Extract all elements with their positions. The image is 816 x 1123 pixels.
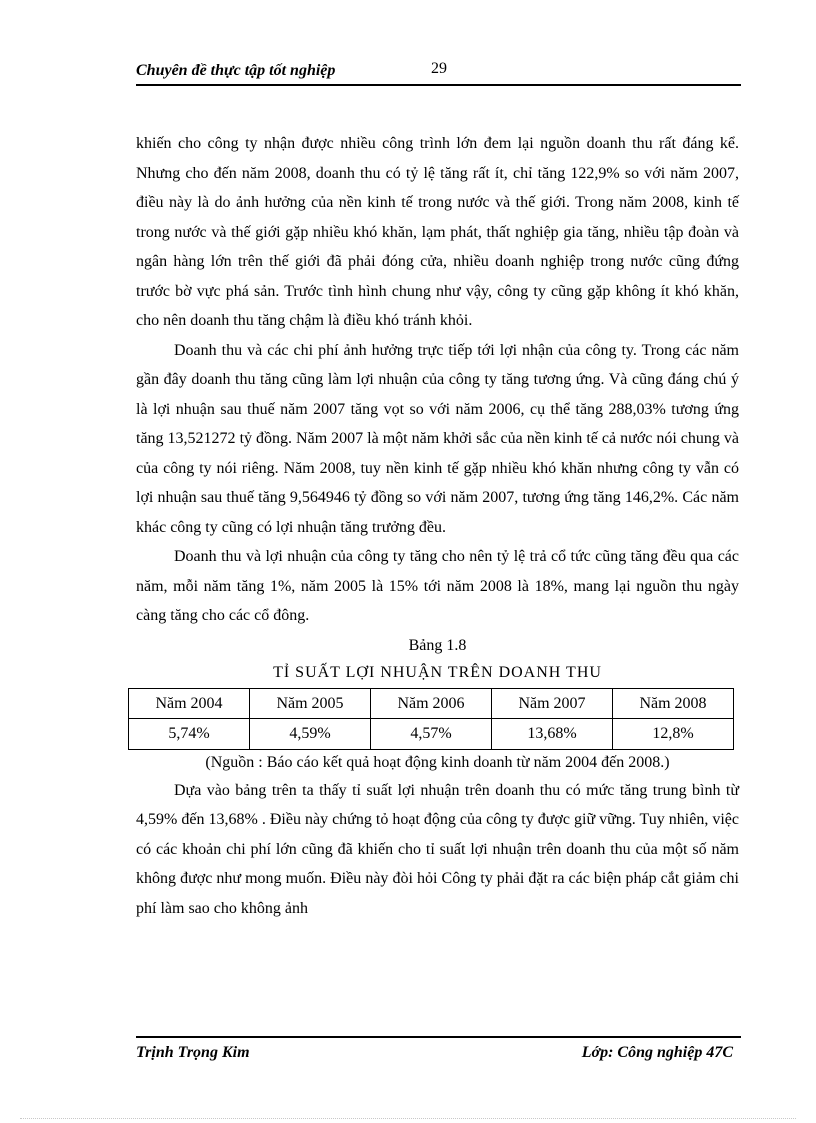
table-cell: 4,57% xyxy=(371,719,492,750)
table-cell: 5,74% xyxy=(129,719,250,750)
author-name: Trịnh Trọng Kim xyxy=(136,1044,250,1061)
table-header-cell: Năm 2007 xyxy=(492,688,613,719)
table-cell: 12,8% xyxy=(613,719,734,750)
body-paragraph-2: Doanh thu và các chi phí ảnh hưởng trực tiếp tới lợi nhận của công ty. Trong các năm gần đây doanh thu tăng cũng làm lợi nhuận của công ty tăng tương ứng. Và cũng đáng chú ý là lợi nhuận sau thuế năm 2007 tăng vọt so với năm 2006, cụ thể tăng 288,03% tương ứng tăng 13,521272 tỷ đồng. Năm 2007 là một năm khởi sắc của nền kinh tế cả nước nói chung và của công ty nói riêng. Năm 2008, tuy nền kinh tế gặp nhiều khó khăn nhưng công ty vẫn có lợi nhuận sau thuế tăng 9,564946 tỷ đồng so với năm 2007, tương ứng tăng 146,2%. Các năm khác công ty cũng có lợi nhuận tăng trưởng đều. xyxy=(136,341,739,536)
table-header-cell: Năm 2008 xyxy=(613,688,734,719)
table-header-cell: Năm 2005 xyxy=(250,688,371,719)
document-body xyxy=(136,129,739,923)
table-source: (Nguồn : Báo cáo kết quả hoạt động kinh doanh từ năm 2004 đến 2008.) xyxy=(205,753,670,771)
page-number: 29 xyxy=(431,60,447,77)
profit-ratio-table xyxy=(128,688,734,750)
body-paragraph-4: Dựa vào bảng trên ta thấy tỉ suất lợi nhuận trên doanh thu có mức tăng trung bình từ 4,59% đến 13,68% . Điều này chứng tỏ hoạt động của công ty được giữ vững. Tuy nhiên, việc có các khoản chi phí lớn cũng đã khiến cho tỉ suất lợi nhuận trên doanh thu của một số năm không được như mong muốn. Điều này đòi hỏi Công ty phải đặt ra các biện pháp cắt giảm chi phí làm sao cho không ảnh xyxy=(136,781,739,917)
page-edge-divider xyxy=(20,1118,796,1119)
table-header-cell: Năm 2004 xyxy=(129,688,250,719)
page-footer xyxy=(136,1036,741,1072)
table-cell: 4,59% xyxy=(250,719,371,750)
table-heading: TỈ SUẤT LỢI NHUẬN TRÊN DOANH THU xyxy=(273,663,602,681)
class-name: Lớp: Công nghiệp 47C xyxy=(581,1044,733,1061)
table-header-cell: Năm 2006 xyxy=(371,688,492,719)
table-row xyxy=(129,719,734,750)
table-header-row xyxy=(129,688,734,719)
page-header xyxy=(136,58,741,86)
body-paragraph-1: khiến cho công ty nhận được nhiều công trình lớn đem lại nguồn doanh thu rất đáng kể. Nhưng cho đến năm 2008, doanh thu có tỷ lệ tăng rất ít, chỉ tăng 122,9% so với năm 2007, điều này là do ảnh hưởng của nền kinh tế trong nước và thế giới. Trong năm 2008, kinh tế trong nước và thế giới gặp nhiều khó khăn, lạm phát, thất nghiệp gia tăng, nhiều tập đoàn và ngân hàng lớn trên thế giới đã phải đóng cửa, nhiều doanh nghiệp trong nước cũng đứng trước bờ vực phá sản. Trước tình hình chung như vậy, công ty cũng gặp không ít khó khăn, cho nên doanh thu tăng chậm là điều khó tránh khỏi. xyxy=(136,135,739,329)
body-paragraph-3: Doanh thu và lợi nhuận của công ty tăng cho nên tỷ lệ trả cổ tức cũng tăng đều qua các năm, mỗi năm tăng 1%, năm 2005 là 15% tới năm 2008 là 18%, mang lại nguồn thu ngày càng tăng cho các cổ đông. xyxy=(136,548,739,624)
table-caption: Bảng 1.8 xyxy=(408,636,467,654)
document-title: Chuyên đề thực tập tốt nghiệp xyxy=(136,62,336,79)
table-cell: 13,68% xyxy=(492,719,613,750)
